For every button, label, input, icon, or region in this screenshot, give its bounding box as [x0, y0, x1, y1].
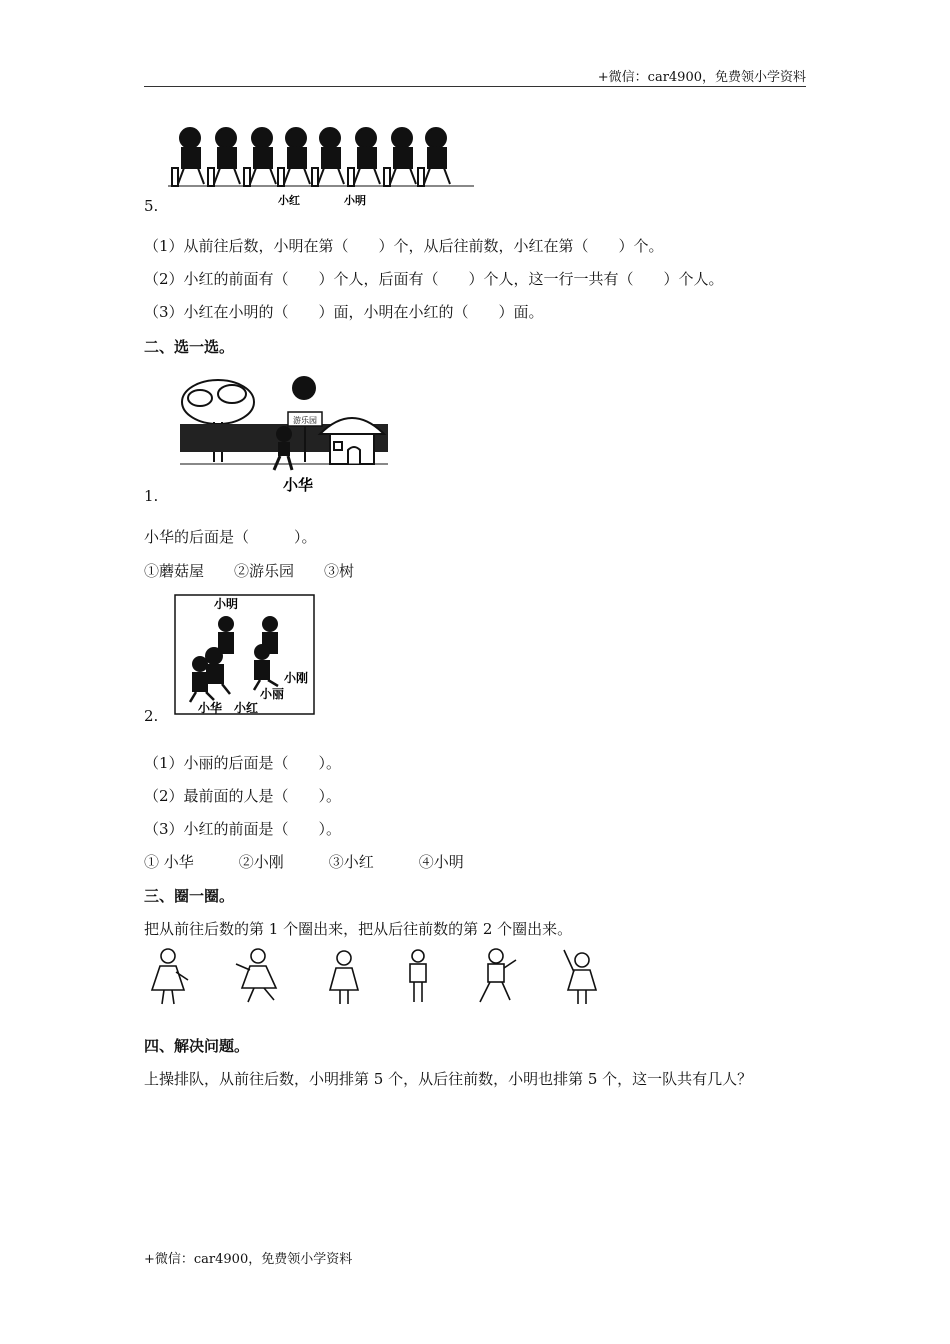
q1-number: 1.	[144, 487, 159, 505]
q5-line-3: （3）小红在小明的（ ）面，小明在小红的（ ）面。	[144, 303, 544, 321]
child-figure	[410, 950, 426, 1002]
child-figure	[208, 128, 240, 186]
label-xiaogang: 小刚	[283, 671, 309, 685]
page-header	[144, 62, 806, 87]
child-figure	[384, 128, 416, 186]
child-figure	[348, 128, 380, 186]
label-xiaohua: 小华	[197, 701, 223, 715]
sun-figure	[292, 376, 316, 400]
q2-line-3: （3）小红的前面是（ ）。	[144, 820, 342, 838]
child-figure	[278, 128, 310, 186]
park-scene-figure	[180, 372, 390, 496]
page-footer: +微信：car4900，免费领小学资料	[144, 1252, 353, 1267]
child-figure	[330, 951, 358, 1004]
child-figure	[192, 656, 208, 692]
sign-text: 游乐园	[293, 416, 317, 425]
q2-options: ① 小华 ②小刚 ③小红 ④小明	[144, 853, 464, 871]
child-figure	[312, 128, 344, 186]
children-row-figure	[146, 946, 616, 1010]
child-figure	[244, 128, 276, 186]
child-figure	[172, 128, 204, 186]
child-figure	[564, 950, 596, 1004]
q2-line-2: （2）最前面的人是（ ）。	[144, 787, 342, 805]
q2-number: 2.	[144, 707, 159, 725]
child-figure	[480, 949, 516, 1002]
label-xiaohong: 小红	[278, 194, 300, 207]
label-xiaoming: 小明	[344, 194, 366, 207]
child-figure	[152, 949, 188, 1004]
child-figure	[218, 616, 234, 654]
q1-question: 小华的后面是（ ）。	[144, 528, 317, 546]
child-figure	[254, 644, 270, 680]
caption-xiaohua: 小华	[282, 476, 314, 494]
label-xiaohong: 小红	[233, 701, 259, 715]
q1-options: ①蘑菇屋 ②游乐园 ③树	[144, 562, 355, 580]
section-4-title: 四、解决问题。	[144, 1037, 250, 1055]
child-figure	[418, 128, 450, 186]
children-group-figure	[174, 594, 316, 718]
label-xiaoli: 小丽	[259, 687, 285, 701]
section-3-title: 三、圈一圈。	[144, 887, 235, 905]
section-3-instruction: 把从前往后数的第 1 个圈出来，把从后往前数的第 2 个圈出来。	[144, 920, 573, 938]
label-xiaoming: 小明	[213, 597, 239, 611]
section-4-question: 上操排队，从前往后数，小明排第 5 个，从后往前数，小明也排第 5 个，这一队共有几人？	[144, 1070, 753, 1088]
child-figure	[236, 949, 276, 1002]
q2-line-1: （1）小丽的后面是（ ）。	[144, 754, 342, 772]
q5-number: 5.	[144, 197, 159, 215]
seated-children-figure	[166, 122, 478, 210]
section-2-title: 二、选一选。	[144, 338, 235, 356]
q5-line-1: （1）从前往后数，小明在第（ ）个，从后往前数，小红在第（ ）个。	[144, 237, 664, 255]
q5-line-2: （2）小红的前面有（ ）个人，后面有（ ）个人，这一行一共有（ ）个人。	[144, 270, 724, 288]
header-text: +微信：car4900，免费领小学资料	[597, 70, 806, 85]
mushroom-house-figure	[320, 418, 384, 464]
